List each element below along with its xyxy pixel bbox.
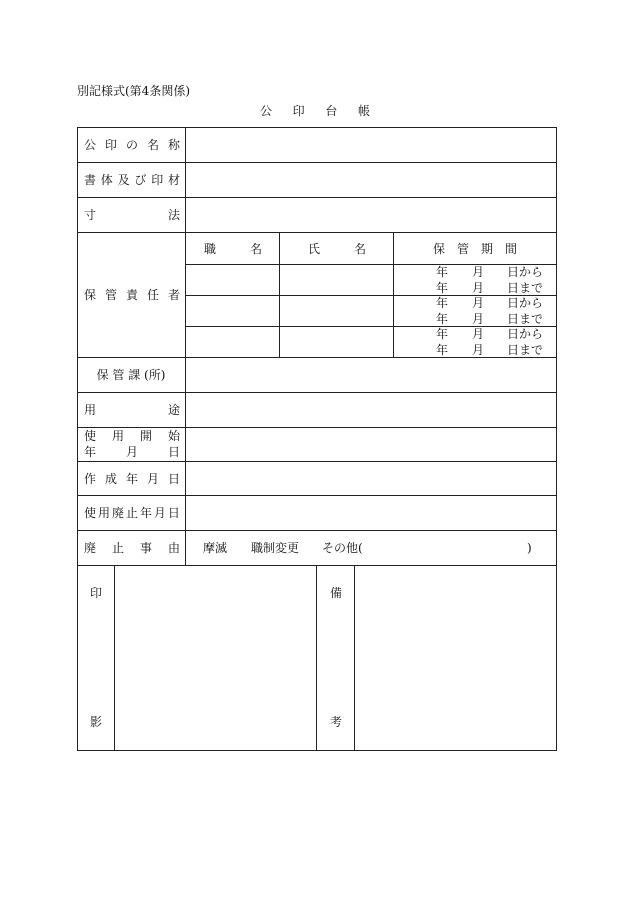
title-char: 台	[325, 104, 338, 118]
form-reference: 別記様式(第4条関係)	[77, 84, 190, 98]
created-date-label: 作 成 年 月 日	[84, 472, 180, 486]
department-label: 保 管 課 (所)	[96, 368, 166, 382]
material-field[interactable]	[186, 163, 556, 197]
seal-name-label: 公 印 の 名 称	[84, 138, 180, 152]
reason-other-close: )	[527, 541, 532, 555]
created-date-field[interactable]	[186, 462, 556, 495]
material-label: 書 体 及 び 印 材	[84, 173, 180, 187]
reason-option-wear[interactable]: 摩滅	[203, 541, 228, 555]
purpose-field[interactable]	[186, 393, 556, 427]
size-label: 寸 法	[84, 208, 180, 222]
remarks-area[interactable]	[355, 566, 556, 750]
title-char: 印	[292, 104, 305, 118]
page-title	[260, 104, 370, 118]
abolished-date-label: 使 用 廃 止 年 月 日	[84, 506, 180, 520]
size-field[interactable]	[186, 198, 556, 232]
start-date-field[interactable]	[186, 428, 556, 461]
purpose-label: 用 途	[84, 403, 180, 417]
title-char: 帳	[357, 104, 370, 118]
header-position: 職 名	[204, 242, 262, 256]
department-field[interactable]	[186, 358, 556, 392]
seal-impression-area[interactable]	[115, 566, 316, 750]
reason-option-other[interactable]: その他(	[322, 541, 363, 555]
start-date-label-line1: 使 用 開 始	[84, 429, 180, 443]
custodian-label: 保 管 責 任 者	[84, 288, 180, 302]
seal-impression-label-bottom: 影	[90, 715, 103, 729]
header-period: 保 管 期 間	[433, 242, 517, 256]
reason-option-reorganization[interactable]: 職制変更	[251, 541, 300, 555]
seal-name-field[interactable]	[186, 128, 556, 162]
remarks-label-bottom: 考	[330, 715, 343, 729]
remarks-label-top: 備	[330, 586, 343, 600]
start-date-label-line2: 年 月 日	[84, 445, 180, 459]
abolished-date-field[interactable]	[186, 496, 556, 530]
header-name: 氏 名	[308, 242, 366, 256]
seal-impression-label-top: 印	[90, 586, 103, 600]
title-char: 公	[260, 104, 273, 118]
abolition-reason-label: 廃 止 事 由	[84, 541, 180, 555]
